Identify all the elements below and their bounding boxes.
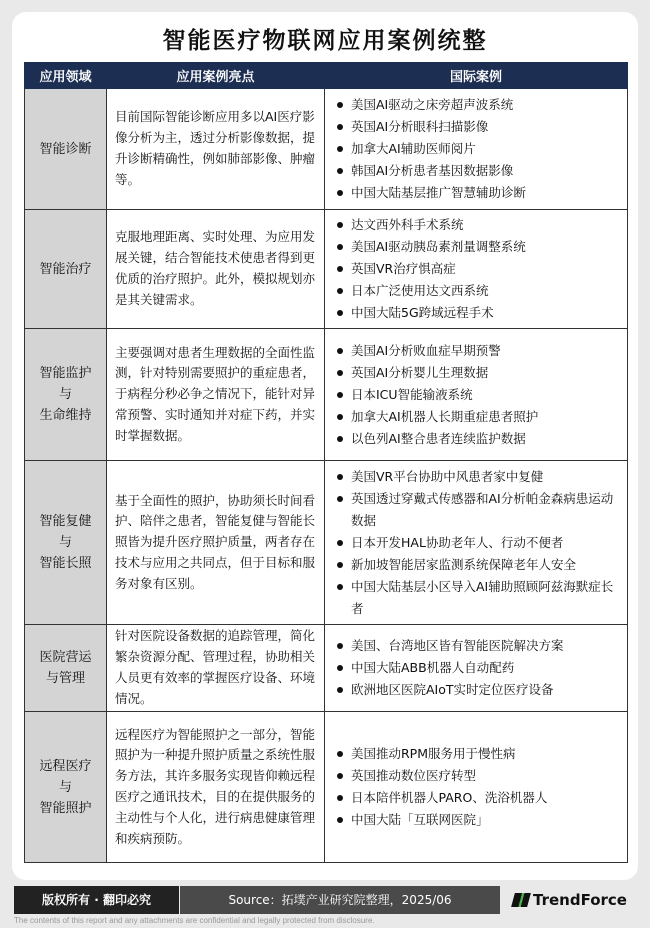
table-row (25, 329, 628, 461)
table-header-row (25, 63, 628, 89)
domain-label: 智能治疗 (39, 261, 92, 277)
domain-label: 与 (58, 779, 72, 795)
domain-cell (25, 210, 107, 329)
domain-label: 智能诊断 (39, 141, 92, 157)
domain-cell (25, 89, 107, 210)
case-list (333, 743, 621, 831)
highlight-cell: 基于全面性的照护，协助须长时间看护、陪伴之患者，智能复健与智能长照皆为提升医疗照护质量，两者存在技术与应用之共同点，但于目标和服务对象有区别。 (107, 461, 325, 625)
list-item: 美国VR平台协助中风患者家中复健 (333, 466, 621, 488)
list-item: 达文西外科手术系统 (333, 214, 621, 236)
page-title: 智能医疗物联网应用案例统整 (162, 28, 488, 54)
domain-label: 与 (58, 535, 72, 550)
domain-cell (25, 329, 107, 461)
domain-cell (25, 461, 107, 625)
copyright-label: 版权所有 · 翻印必究 (14, 886, 179, 914)
case-list (333, 214, 621, 324)
list-item: 英国透过穿戴式传感器和AI分析帕金森病患运动数据 (333, 488, 621, 532)
cases-cell (325, 625, 628, 712)
domain-label: 医院营运 (39, 650, 92, 665)
domain-label: 智能照护 (39, 800, 92, 816)
list-item: 英国AI分析眼科扫描影像 (333, 116, 621, 138)
domain-cell (25, 625, 107, 712)
brand-logo (500, 886, 640, 914)
list-item: 韩国AI分析患者基因数据影像 (333, 160, 621, 182)
list-item: 中国大陆「互联网医院」 (333, 809, 621, 831)
cases-cell (325, 712, 628, 863)
header-domain: 应用领域 (25, 63, 107, 89)
list-item: 英国推动数位医疗转型 (333, 765, 621, 787)
list-item: 日本广泛使用达文西系统 (333, 280, 621, 302)
list-item: 美国、台湾地区皆有智能医院解决方案 (333, 635, 621, 657)
list-item: 英国AI分析婴儿生理数据 (333, 362, 621, 384)
highlight-cell: 克服地理距离、实时处理、为应用发展关键，结合智能技术使患者得到更优质的治疗照护。此外，模拟规划亦是其关键需求。 (107, 210, 325, 329)
brand-name: TrendForce (533, 891, 627, 909)
cases-cell (325, 89, 628, 210)
list-item: 中国大陆ABB机器人自动配药 (333, 657, 621, 679)
list-item: 中国大陆5G跨域远程手术 (333, 302, 621, 324)
list-item: 加拿大AI机器人长期重症患者照护 (333, 406, 621, 428)
case-list (333, 466, 621, 620)
header-highlight: 应用案例亮点 (107, 63, 325, 89)
domain-label: 远程医疗 (39, 758, 92, 774)
cases-cell (325, 210, 628, 329)
header-cases: 国际案例 (325, 63, 628, 89)
domain-cell (25, 712, 107, 863)
case-table (24, 62, 628, 863)
domain-label: 生命维持 (39, 408, 92, 423)
domain-label: 智能长照 (39, 556, 92, 571)
highlight-cell: 远程医疗为智能照护之一部分，智能照护为一种提升照护质量之系统性服务方法，其许多服务实现皆仰赖远程医疗之通讯技术，目的在提供服务的主动性与个人化，进行病患健康管理和疾病预防。 (107, 712, 325, 863)
disclaimer-text: The contents of this report and any attachments are confidential and legally protected from disclosure. (14, 916, 375, 925)
list-item: 新加坡智能居家监测系统保障老年人安全 (333, 554, 621, 576)
list-item: 美国推动RPM服务用于慢性病 (333, 743, 621, 765)
list-item: 美国AI分析败血症早期预警 (333, 340, 621, 362)
list-item: 美国AI驱动胰岛素剂量调整系统 (333, 236, 621, 258)
table-row (25, 625, 628, 712)
case-list (333, 94, 621, 204)
cases-cell (325, 461, 628, 625)
domain-label: 智能监护 (39, 366, 92, 381)
list-item: 日本ICU智能输液系统 (333, 384, 621, 406)
table-row (25, 461, 628, 625)
list-item: 日本陪伴机器人PARO、洗浴机器人 (333, 787, 621, 809)
cases-cell (325, 329, 628, 461)
case-list (333, 635, 621, 701)
domain-label: 与 (58, 387, 72, 402)
highlight-cell: 针对医院设备数据的追踪管理，简化繁杂资源分配、管理过程，协助相关人员更有效率的掌握医疗设备、环境情况。 (107, 625, 325, 712)
highlight-cell: 目前国际智能诊断应用多以AI医疗影像分析为主，透过分析影像数据，提升诊断精确性，例如肺部影像、肿瘤等。 (107, 89, 325, 210)
table-row (25, 712, 628, 863)
list-item: 欧洲地区医院AIoT实时定位医疗设备 (333, 679, 621, 701)
list-item: 中国大陆基层小区导入AI辅助照顾阿兹海默症长者 (333, 576, 621, 620)
list-item: 中国大陆基层推广智慧辅助诊断 (333, 182, 621, 204)
domain-label: 智能复健 (39, 514, 92, 529)
list-item: 以色列AI整合患者连续监护数据 (333, 428, 621, 450)
highlight-cell: 主要强调对患者生理数据的全面性监测，针对特别需要照护的重症患者，于病程分秒必争之情况下，能针对异常预警、实时通知并对症下药，并实时掌握数据。 (107, 329, 325, 461)
table-row (25, 89, 628, 210)
source-label: Source：拓墣产业研究院整理，2025/06 (180, 886, 500, 914)
list-item: 日本开发HAL协助老年人、行动不便者 (333, 532, 621, 554)
domain-label: 与管理 (45, 671, 85, 686)
list-item: 美国AI驱动之床旁超声波系统 (333, 94, 621, 116)
case-list (333, 340, 621, 450)
table-row (25, 210, 628, 329)
list-item: 加拿大AI辅助医师阅片 (333, 138, 621, 160)
trendforce-logo-icon (511, 893, 531, 907)
list-item: 英国VR治疗惧高症 (333, 258, 621, 280)
